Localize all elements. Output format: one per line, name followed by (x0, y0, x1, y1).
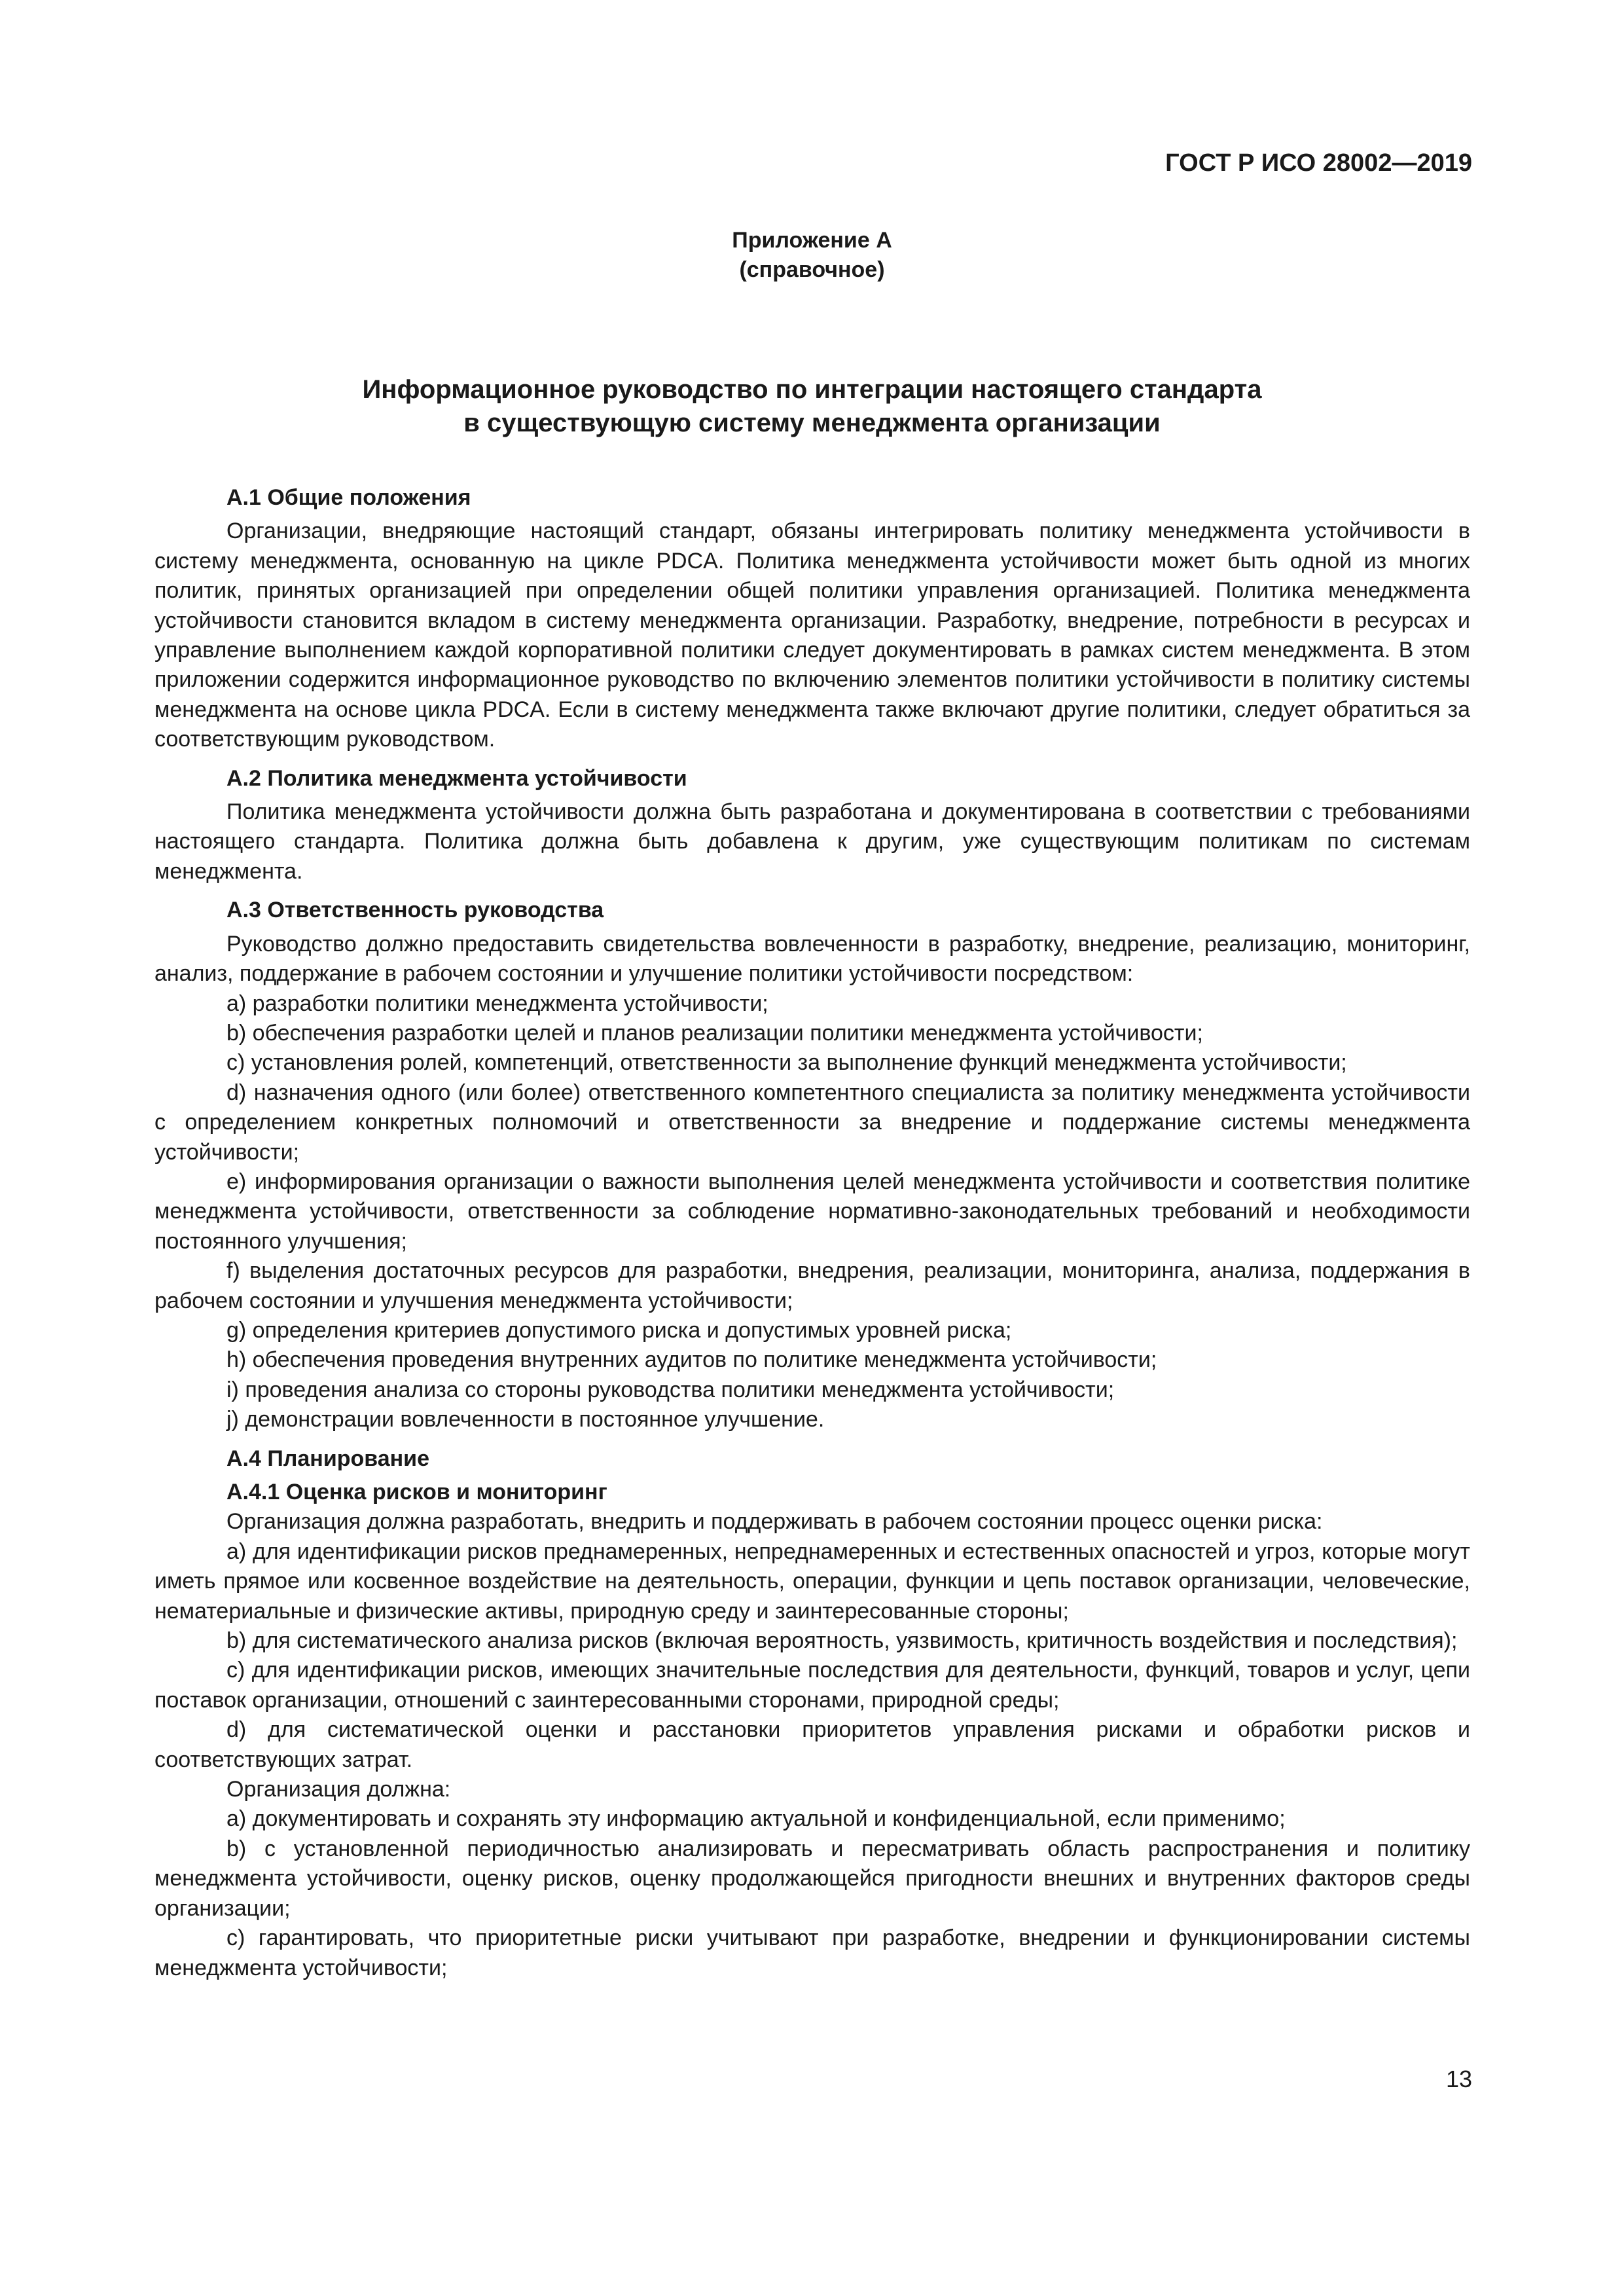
paragraph: j) демонстрации вовлеченности в постоянное улучшение. (226, 1407, 825, 1432)
paragraph: c) установления ролей, компетенций, ответственности за выполнение функций менеджмента устойчивости; (226, 1050, 1347, 1076)
paragraph: b) обеспечения разработки целей и планов реализации политики менеджмента устойчивости; (226, 1020, 1203, 1046)
paragraph: b) с установленной периодичностью анализировать и пересматривать область распространения и политику менеджмента устойчивости, оценку рисков, оценку продолжающейся пригодности внешних и внутренних факторов среды организации; (154, 1836, 1470, 1921)
paragraph: d) для систематической оценки и расстановки приоритетов управления рисками и обработки рисков и соответствующих затрат. (154, 1717, 1470, 1772)
paragraph: Организации, внедряющие настоящий стандарт, обязаны интегрировать политику менеджмента устойчивости в систему менеджмента, основанную на цикле PDCA. Политика менеджмента устойчивости может быть одной из многих политик, принятых организацией при определении общей политики управления организацией. Политика менеджмента устойчивости становится вкладом в систему менеджмента организации. Разработку, внедрение, потребности в ресурсах и управление выполнением каждой корпоративной политики следует документировать в рамках систем менеджмента. В этом приложении содержится информационное руководство по включению элементов политики устойчивости в политику системы менеджмента на основе цикла PDCA. Если в систему менеджмента также включают другие политики, следует обратиться за соответствующим руководством. (154, 519, 1470, 752)
paragraph: i) проведения анализа со стороны руководства политики менеджмента устойчивости; (226, 1377, 1115, 1402)
paragraph: a) для идентификации рисков преднамеренных, непреднамеренных и естественных опасностей и угроз, которые могут иметь прямое или косвенное воздействие на деятельность, операции, функции и цепь поставок организации, человеческие, нематериальные и физические активы, природную среду и заинтересованные стороны; (154, 1539, 1470, 1624)
paragraph: e) информирования организации о важности выполнения целей менеджмента устойчивости и соответствия политике менеджмента устойчивости, ответственности за соблюдение нормативно-законодательных требований и необходимости постоянного улучшения; (154, 1169, 1470, 1254)
paragraph: c) для идентификации рисков, имеющих значительные последствия для деятельности, функций, товаров и услуг, цепи поставок организации, отношений с заинтересованными сторонами, природной среды; (154, 1658, 1470, 1713)
paragraph: Руководство должно предоставить свидетельства вовлеченности в разработку, внедрение, реализацию, мониторинг, анализ, поддержание в рабочем состоянии и улучшение политики устойчивости посредством: (154, 931, 1470, 987)
section-heading: А.1 Общие положения (226, 485, 471, 510)
document-body (154, 483, 1470, 1983)
title-line-2: в существующую систему менеджмента организации (463, 409, 1161, 437)
paragraph: h) обеспечения проведения внутренних аудитов по политике менеджмента устойчивости; (226, 1347, 1157, 1373)
paragraph: Политика менеджмента устойчивости должна быть разработана и документирована в соответствии с требованиями настоящего стандарта. Политика должна быть добавлена к другим, уже существующим политикам по системам менеджмента. (154, 799, 1470, 884)
subsection-heading: А.4.1 Оценка рисков и мониторинг (226, 1480, 607, 1504)
standard-id: ГОСТ Р ИСО 28002—2019 (1165, 149, 1472, 177)
paragraph: f) выделения достаточных ресурсов для разработки, внедрения, реализации, мониторинга, анализа, поддержания в рабочем состоянии и улучшения менеджмента устойчивости; (154, 1258, 1470, 1313)
paragraph: Организация должна разработать, внедрить и поддерживать в рабочем состоянии процесс оценки риска: (226, 1509, 1323, 1535)
section-heading: А.2 Политика менеджмента устойчивости (226, 765, 687, 791)
document-title (0, 373, 1624, 440)
paragraph: g) определения критериев допустимого риска и допустимых уровней риска; (226, 1317, 1012, 1343)
appendix-label: Приложение А (732, 228, 892, 253)
paragraph: Организация должна: (226, 1777, 451, 1802)
paragraph: b) для систематического анализа рисков (включая вероятность, уязвимость, критичность воздействия и последствия); (226, 1628, 1458, 1654)
section-heading: А.4 Планирование (226, 1446, 429, 1471)
title-line-1: Информационное руководство по интеграции настоящего стандарта (362, 375, 1262, 404)
page-number: 13 (1445, 2066, 1472, 2092)
paragraph: c) гарантировать, что приоритетные риски учитывают при разработке, внедрении и функционировании системы менеджмента устойчивости; (154, 1925, 1470, 1980)
paragraph: d) назначения одного (или более) ответственного компетентного специалиста за политику менеджмента устойчивости с определением конкретных полномочий и ответственности за внедрение и поддержание системы менеджмента устойчивости; (154, 1080, 1470, 1165)
appendix-heading (0, 226, 1624, 285)
section-heading: А.3 Ответственность руководства (226, 898, 604, 923)
paragraph: a) документировать и сохранять эту информацию актуальной и конфиденциальной, если применимо; (226, 1806, 1286, 1832)
paragraph: a) разработки политики менеджмента устойчивости; (226, 991, 768, 1016)
appendix-note: (справочное) (739, 257, 885, 282)
